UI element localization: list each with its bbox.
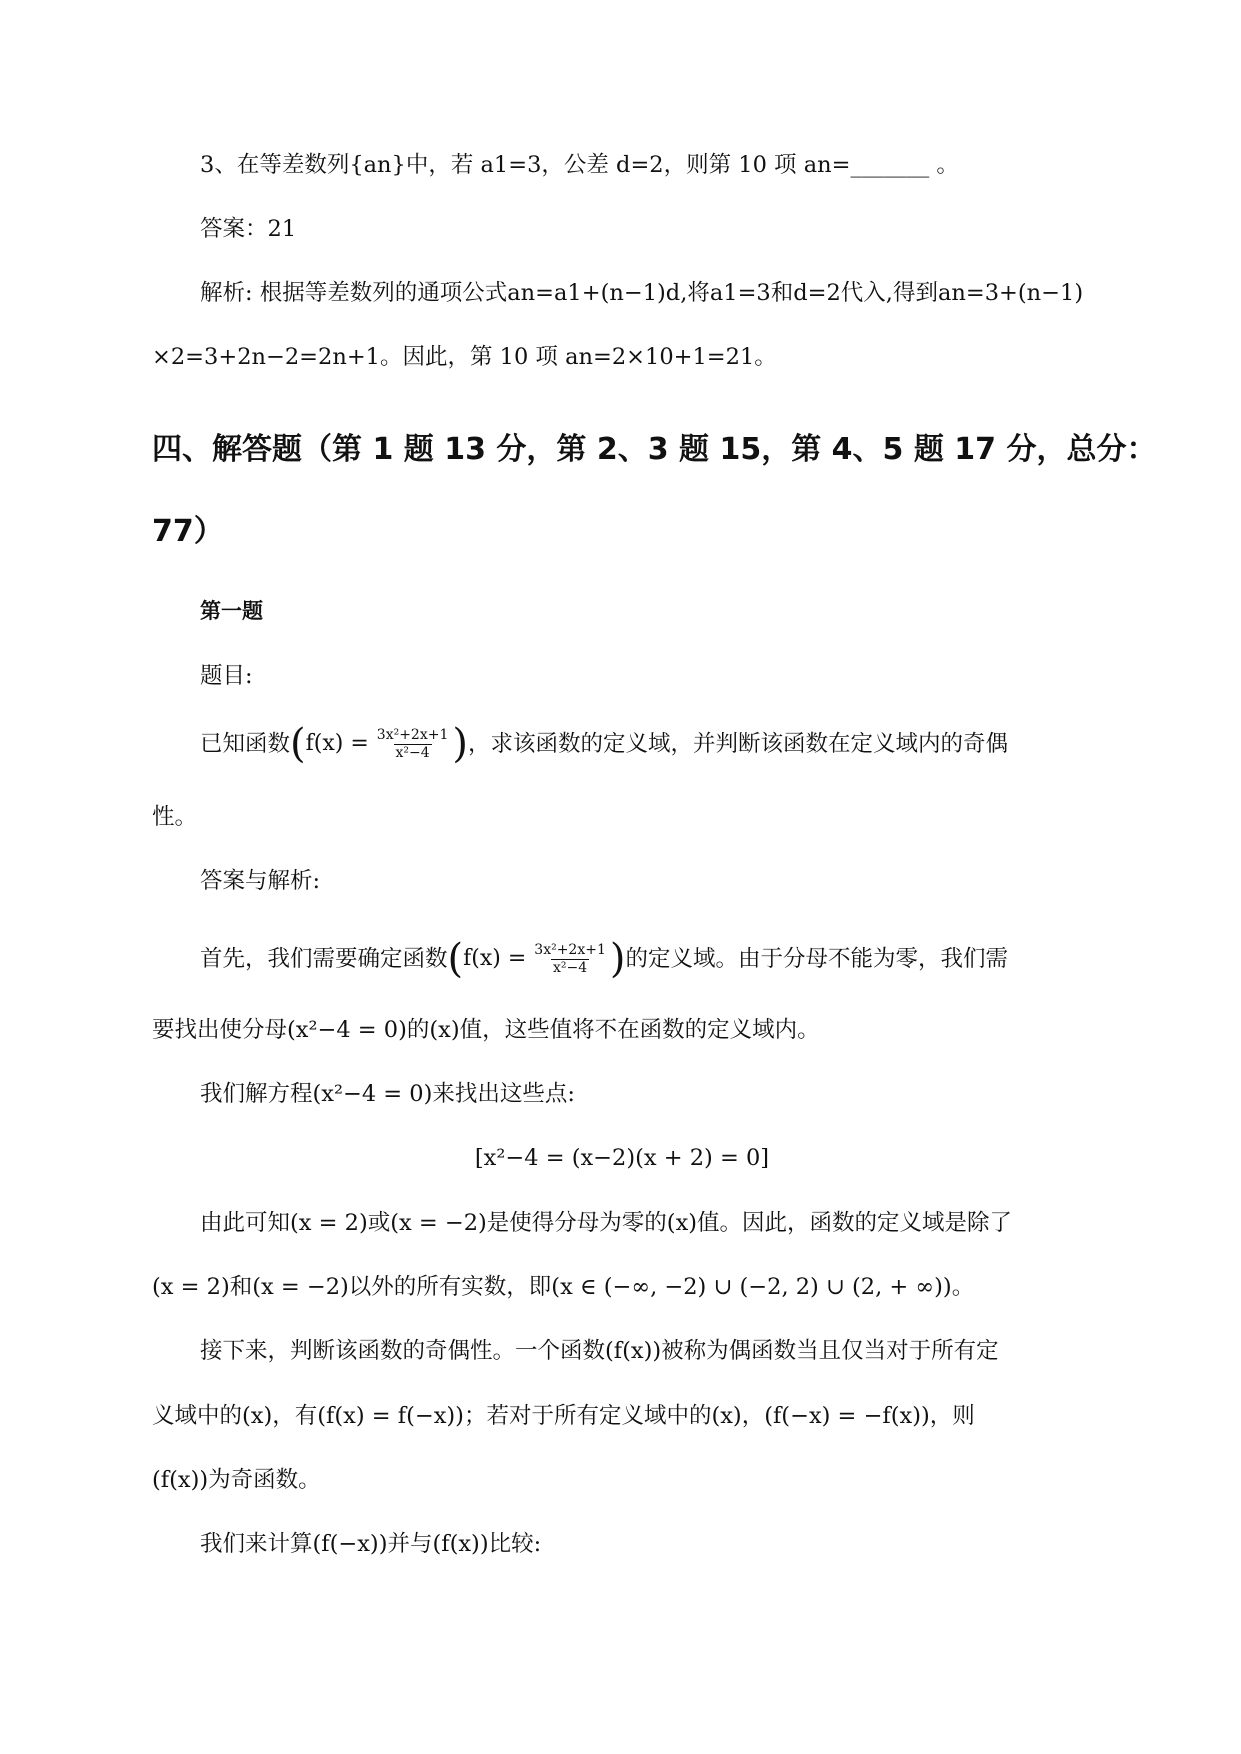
q3-analysis-line2: ×2=3+2n−2=2n+1。因此，第 10 项 an=2×10+1=21。 [152,344,777,370]
problem1-question-line1 [200,721,1092,767]
solution-p2: 我们解方程(x²−4 = 0)来找出这些点: [200,1081,575,1107]
solution-p4-line3: (f(x))为奇函数。 [152,1467,321,1493]
fraction-numerator: 3x²+2x+1 [534,941,606,958]
factored-equation: [x²−4 = (x−2)(x + 2) = 0] [474,1145,770,1171]
solution-p1-line2: 要找出使分母(x²−4 = 0)的(x)值，这些值将不在函数的定义域内。 [152,1017,820,1043]
solution-p3-line1: 由此可知(x = 2)或(x = −2)是使得分母为零的(x)值。因此，函数的定义域是除了 [200,1210,1013,1236]
fraction-denominator: x²−4 [553,959,588,976]
function-formula [290,721,468,767]
left-paren: ( [447,936,464,982]
fx-label: f(x) = [463,946,527,971]
problem1-label-question: 题目: [200,663,253,689]
section4-heading-line1: 四、解答题（第 1 题 13 分，第 2、3 题 15，第 4、5 题 17 分，总分： [152,432,1157,467]
solution-p3-line2: (x = 2)和(x = −2)以外的所有实数，即(x ∈ (−∞, −2) ∪ (−2, 2) ∪ (2, + ∞))。 [152,1274,975,1300]
fraction [375,727,451,762]
left-paren: ( [290,721,306,767]
right-paren: ) [609,936,626,982]
problem1-label-answer: 答案与解析: [200,868,321,894]
problem1-question-line2: 性。 [152,804,198,830]
fraction-denominator: x²−4 [395,744,430,761]
right-paren: ) [452,721,468,767]
function-formula-2 [447,936,626,982]
solution-p1-line1 [200,936,1092,982]
q3-answer: 答案：21 [200,216,297,242]
q-suffix: ，求该函数的定义域，并判断该函数在定义域内的奇偶 [467,731,1008,757]
fraction-numerator: 3x²+2x+1 [376,726,449,743]
fx-label: f(x) = [305,731,369,756]
section4-heading-line2: 77） [152,514,224,549]
solution-p4-line1: 接下来，判断该函数的奇偶性。一个函数(f(x))被称为偶函数当且仅当对于所有定 [200,1338,999,1364]
p1-prefix: 首先，我们需要确定函数 [200,946,448,972]
solution-p5: 我们来计算(f(−x))并与(f(x))比较: [200,1531,542,1557]
q3-analysis-line1: 解析: 根据等差数列的通项公式an=a1+(n−1)d,将a1=3和d=2代入,得到an=3+(n−1) [200,280,1084,306]
solution-p4-line2: 义域中的(x)，有(f(x) = f(−x))；若对于所有定义域中的(x)，(f(−x) = −f(x))，则 [152,1403,975,1429]
p1-suffix: 的定义域。由于分母不能为零，我们需 [625,946,1008,972]
fraction [532,942,608,977]
q3-question: 3、在等差数列{an}中，若 a1=3，公差 d=2，则第 10 项 an=_______ 。 [200,152,959,178]
problem1-title: 第一题 [200,599,263,623]
q-prefix: 已知函数 [200,731,291,757]
